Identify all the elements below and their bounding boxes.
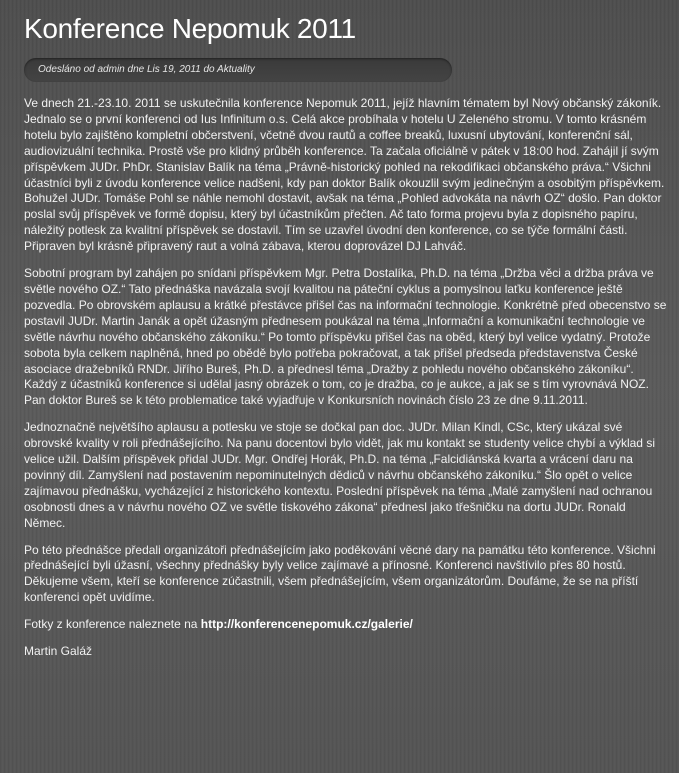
post-meta-bar: Odesláno od admin dne Lis 19, 2011 do Aktuality [24,58,452,82]
article-paragraph: Po této přednášce předali organizátoři přednášejícím jako poděkování věcné dary na památku této konference. Všichni přednášející byli úžasní, všechny přednášky byly velice zajímavé a přínosné. Konferenci navštívilo přes 80 hostů. Děkujeme všem, kteří se konference zúčastnili, všem přednášejícím, všem organizátorům. Doufáme, že se na příští konferenci opět uvidíme. [24,542,656,605]
article-paragraph: Sobotní program byl zahájen po snídani příspěvkem Mgr. Petra Dostalíka, Ph.D. na téma „Držba věci a držba práva ve světle nového OZ.“ Tato přednáška navázala svojí kvalitou na páteční cyklus a pomyslnou laťku konference ještě pozvedla. Po obrovském aplausu a krátké přestávce přišel čas na informační technologie. Konkrétně před obecenstvo se postavil JUDr. Martin Janák a opět úžasným přednesem poukázal na téma „Informační a komunikační technologie ve světle návrhu nového občanského zákoníku.“ Po tomto příspěvku přišel čas na oběd, který byl velice vydatný. Protože sobota byla celkem naplněná, hned po obědě bylo potřeba pokračovat, a tak přišel předseda představenstva České asociace dražebníků RNDr. Jiřího Bureš, Ph.D. a přednesl téma „Dražby z pohledu nového občanského zákoníku“. Každý z účastníků konference si udělal jasný obrázek o tom, co je dražba, co je aukce, a jak se s tím vyrovnává NOZ. Pan doktor Bureš se k této problematice také vyjadřuje v Konkursních novinách číslo 23 ze dne 9.11.2011. [24,266,667,408]
gallery-prefix-text: Fotky z konference naleznete na [24,617,201,632]
signature: Martin Galáž [24,644,93,659]
article-paragraph: Jednoznačně největšího aplausu a potlesku ve stoje se dočkal pan doc. JUDr. Milan Kindl, CSc, který ukázal své obrovské kvality v roli přednášejícího. Na panu docentovi bylo vidět, jak mu kontakt se studenty velice chybí a výklad si velice užil. Dalším příspěvek přidal JUDr. Mgr. Ondřej Horák, Ph.D. na téma „Falcidiánská kvarta a vrácení daru na povinný díl. Zamyšlení nad postavením nepominutelných dědiců v návrhu občanského zákoníku.“ Šlo opět o velice zajímavou přednášku, vycházející z historického kontextu. Poslední příspěvek na téma „Malé zamyšlení nad ochranou osobnosti dnes a v návrhu nového OZ ve světle tiskového zákona“ přednesl jako třešničku na dortu JUDr. Ronald Němec. [24,420,655,530]
article-paragraph: Ve dnech 21.-23.10. 2011 se uskutečnila konference Nepomuk 2011, jejíž hlavním tématem byl Nový občanský zákoník. Jednalo se o první konferenci od Ius Infinitum o.s. Celá akce probíhala v hotelu U Zeleného stromu. V tomto krásném hotelu bylo zajištěno kompletní občerstvení, včetně dvou rautů a coffee breaků, luxusní ubytování, konferenční sál, audiovizuální technika. Prostě vše pro klidný průběh konference. Ta začala oficiálně v pátek v 18:00 hod. Zahájil jí svým příspěvkem JUDr. PhDr. Stanislav Balík na téma „Právně-historický pohled na rekodifikaci občanského práva.“ Všichni účastníci byli z úvodu konference velice nadšeni, kdy pan doktor Balík okouzlil svým jedinečným a osobitým příspěvkem. Bohužel JUDr. Tomáše Pohl se náhle nemohl dostavit, avšak na téma „Pohled advokáta na návrh OZ“ došlo. Pan doktor poslal svůj příspěvek ve formě dopisu, který byl účastníkům přečten. Ač tato forma projevu byla z dopisného papíru, náležitý potlesk za kvalitní příspěvek se dostavil. Tím se uzavřel úvodní den konference, co se týče formální části. Připraven byl krásně připravený raut a volná zábava, kterou doprovázel DJ Lahváč. [24,96,665,254]
page-title: Konference Nepomuk 2011 [24,13,356,44]
gallery-paragraph [24,617,669,633]
article-body [24,96,669,660]
gallery-link[interactable]: http://konferencenepomuk.cz/galerie/ [200,617,413,632]
